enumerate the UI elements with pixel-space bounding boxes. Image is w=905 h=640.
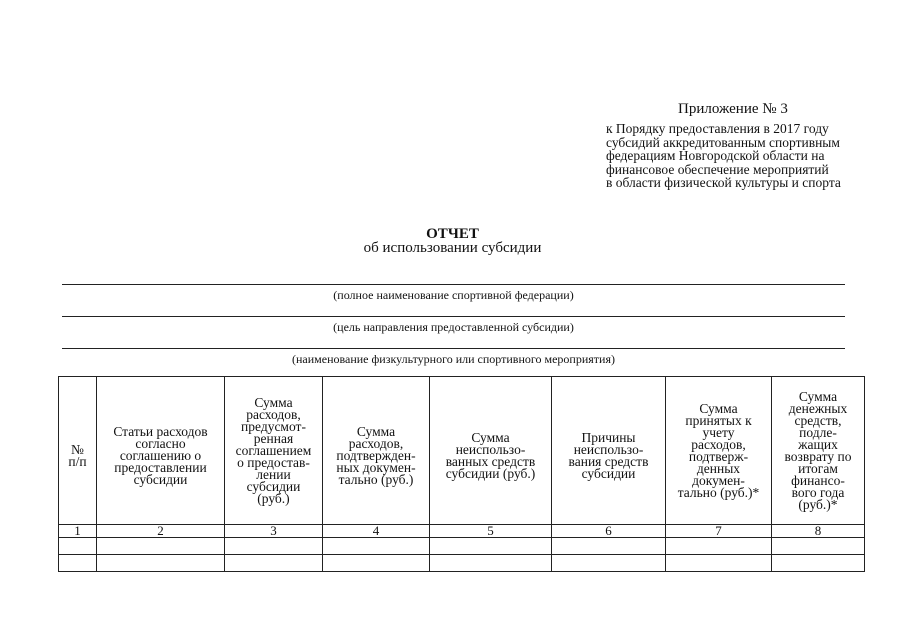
header-expense-items: Статьи расходов согласно соглашению о предоставлении субсидии	[97, 377, 225, 525]
table-cell[interactable]	[225, 555, 323, 572]
appendix-title: Приложение № 3	[678, 101, 788, 117]
column-number: 3	[225, 525, 323, 538]
table-cell[interactable]	[552, 555, 666, 572]
header-unused-reasons: Причины неиспользо- вания средств субсидии	[552, 377, 666, 525]
appendix-line: в области физической культуры и спорта	[606, 175, 841, 190]
appendix-line: финансовое обеспечение мероприятий	[606, 161, 829, 177]
event-name-caption: (наименование физкультурного или спортивного мероприятия)	[292, 352, 615, 366]
table-cell[interactable]	[97, 538, 225, 555]
report-title: ОТЧЕТ	[426, 226, 479, 242]
federation-name-line[interactable]	[62, 284, 845, 285]
report-subtitle: об использовании субсидии	[363, 240, 542, 256]
table-cell[interactable]	[552, 538, 666, 555]
appendix-line: субсидий аккредитованным спортивным	[606, 134, 840, 150]
table-header-row	[59, 377, 865, 525]
table-cell[interactable]	[97, 555, 225, 572]
header-confirmed-amount: Сумма расходов, подтвержден- ных докумен- тально (руб.)	[323, 377, 430, 525]
table-cell[interactable]	[59, 538, 97, 555]
table-cell[interactable]	[772, 555, 865, 572]
table-cell[interactable]	[772, 538, 865, 555]
column-number: 1	[59, 525, 97, 538]
federation-name-caption: (полное наименование спортивной федерации)	[333, 288, 574, 302]
table-cell[interactable]	[666, 555, 772, 572]
table-cell[interactable]	[666, 538, 772, 555]
header-row-number: № п/п	[59, 377, 97, 525]
report-table	[58, 376, 865, 572]
column-numbers-row	[59, 525, 865, 538]
column-number: 8	[772, 525, 865, 538]
appendix-reference	[606, 122, 866, 190]
table-row	[59, 538, 865, 555]
appendix-line: федерациям Новгородской области на	[606, 148, 825, 163]
table-cell[interactable]	[323, 555, 430, 572]
column-number: 5	[430, 525, 552, 538]
column-number: 7	[666, 525, 772, 538]
event-name-line[interactable]	[62, 348, 845, 349]
column-number: 6	[552, 525, 666, 538]
column-number: 4	[323, 525, 430, 538]
subsidy-purpose-line[interactable]	[62, 316, 845, 317]
table-cell[interactable]	[225, 538, 323, 555]
header-unused-amount: Сумма неиспользо- ванных средств субсидии (руб.)	[430, 377, 552, 525]
table-cell[interactable]	[59, 555, 97, 572]
header-planned-amount: Сумма расходов, предусмот- ренная соглашением о предостав- лении субсидии (руб.)	[225, 377, 323, 525]
table-cell[interactable]	[323, 538, 430, 555]
subsidy-purpose-caption: (цель направления предоставленной субсидии)	[333, 320, 574, 334]
appendix-line: к Порядку предоставления в 2017 году	[606, 121, 829, 136]
table-cell[interactable]	[430, 538, 552, 555]
table-row	[59, 555, 865, 572]
column-number: 2	[97, 525, 225, 538]
header-accepted-amount: Сумма принятых к учету расходов, подтверж- денных докумен- тально (руб.)*	[666, 377, 772, 525]
header-refund-amount: Сумма денежных средств, подле- жащих возврату по итогам финансо- вого года (руб.)*	[772, 377, 865, 525]
table-cell[interactable]	[430, 555, 552, 572]
